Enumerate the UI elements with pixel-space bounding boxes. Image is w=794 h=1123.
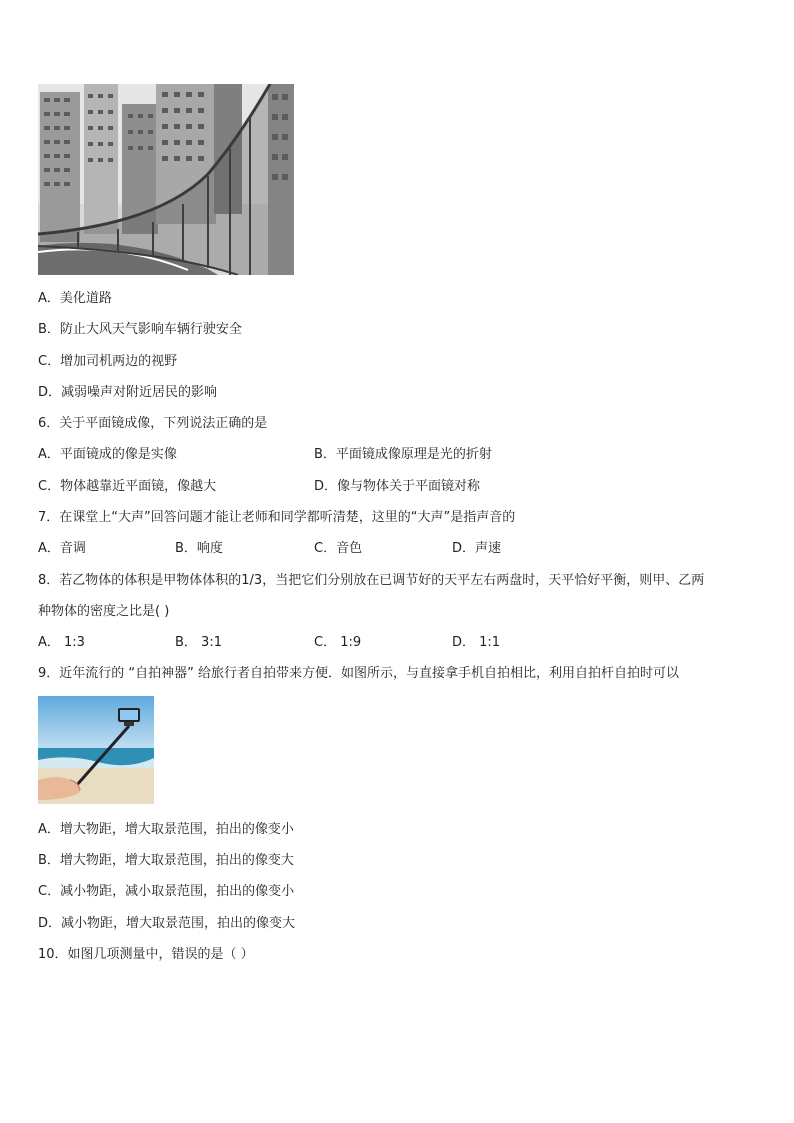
q7-option-a: A．音调 xyxy=(38,541,86,556)
q9-option-d: D．减小物距，增大取景范围，拍出的像变大 xyxy=(38,916,296,931)
q8-option-b: B． 3:1 xyxy=(175,635,222,650)
q9-option-c: C．减小物距，减小取景范围，拍出的像变小 xyxy=(38,884,295,899)
q5-option-d: D．减弱噪声对附近居民的影响 xyxy=(38,385,218,400)
q8-option-a: A． 1:3 xyxy=(38,635,85,650)
q7-option-c: C．音色 xyxy=(314,541,363,556)
q8-option-c: C． 1:9 xyxy=(314,635,362,650)
q8-stem-line1: 8．若乙物体的体积是甲物体体积的1/3，当把它们分别放在已调节好的天平左右两盘时，天平恰好平衡，则甲、乙两 xyxy=(38,573,705,588)
q9-option-a: A．增大物距，增大取景范围，拍出的像变小 xyxy=(38,822,294,837)
q7-option-d: D．声速 xyxy=(452,541,502,556)
q6-stem: 6．关于平面镜成像，下列说法正确的是 xyxy=(38,416,268,431)
q6-option-a: A．平面镜成的像是实像 xyxy=(38,447,177,462)
q5-option-c: C．增加司机两边的视野 xyxy=(38,354,178,369)
q5-option-a: A．美化道路 xyxy=(38,291,112,306)
q9-stem: 9．近年流行的 “自拍神器” 给旅行者自拍带来方便．如图所示，与直接拿手机自拍相比，利用自拍杆自拍时可以 xyxy=(38,666,680,681)
q8-stem-line2: 种物体的密度之比是( ) xyxy=(38,604,170,619)
q8-option-d: D． 1:1 xyxy=(452,635,501,650)
noise-barrier-photo xyxy=(38,84,294,275)
q6-option-b: B．平面镜成像原理是光的折射 xyxy=(314,447,492,462)
q7-stem: 7．在课堂上“大声”回答问题才能让老师和同学都听清楚，这里的“大声”是指声音的 xyxy=(38,510,516,525)
q9-option-b: B．增大物距，增大取景范围，拍出的像变大 xyxy=(38,853,294,868)
q5-option-b: B．防止大风天气影响车辆行驶安全 xyxy=(38,322,242,337)
q6-option-d: D．像与物体关于平面镜对称 xyxy=(314,479,481,494)
q7-option-b: B．响度 xyxy=(175,541,223,556)
q6-option-c: C．物体越靠近平面镜，像越大 xyxy=(38,479,217,494)
selfie-stick-photo xyxy=(38,696,154,804)
q10-stem: 10．如图几项测量中，错误的是（ ） xyxy=(38,947,254,962)
